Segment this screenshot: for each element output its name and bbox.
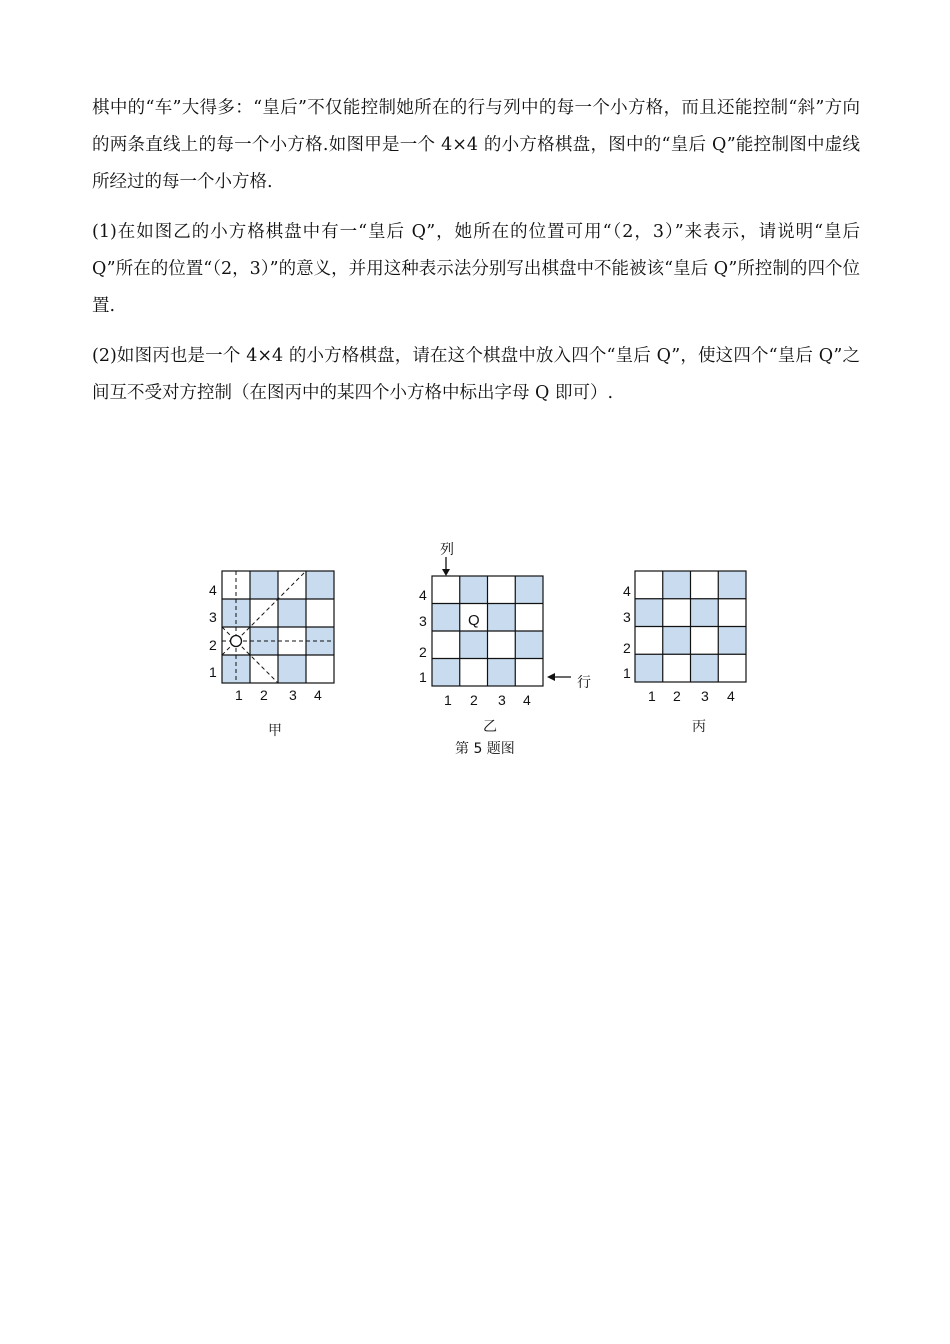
shaded-cell bbox=[278, 655, 306, 683]
paragraph-intro: 棋中的“车”大得多：“皇后”不仅能控制她所在的行与列中的每一个小方格，而且还能控制“斜”方向的两条直线上的每一个小方格.如图甲是一个 4×4 的小方格棋盘，图中的“皇后 Q”能控制图中虚线所经过的每一个小方格. bbox=[92, 98, 860, 192]
shaded-cell bbox=[718, 627, 746, 655]
col-label: 2 bbox=[470, 692, 478, 708]
queen-marker-icon bbox=[231, 636, 242, 647]
row-label: 2 bbox=[419, 644, 427, 660]
col-label: 1 bbox=[235, 687, 243, 703]
shaded-cell bbox=[460, 576, 488, 604]
paragraph-question-1: (1)在如图乙的小方格棋盘中有一“皇后 Q”，她所在的位置可用“（2，3）”来表示，请说明“皇后 Q”所在的位置“（2，3）”的意义，并用这种表示法分别写出棋盘中不能被该“皇后 Q”所控制的四个位置. bbox=[92, 222, 860, 316]
figure-caption-yi: 乙 bbox=[483, 719, 497, 735]
row-label: 3 bbox=[419, 613, 427, 629]
shaded-cell bbox=[306, 571, 334, 599]
shaded-cell bbox=[488, 659, 516, 687]
row-label: 4 bbox=[623, 583, 631, 599]
row-arrow-icon bbox=[547, 672, 571, 682]
col-label: 2 bbox=[260, 687, 268, 703]
shaded-cell bbox=[460, 631, 488, 659]
col-label: 4 bbox=[314, 687, 322, 703]
row-label: 3 bbox=[623, 609, 631, 625]
col-label: 3 bbox=[701, 688, 709, 704]
figure-caption-jia: 甲 bbox=[268, 723, 282, 739]
row-label: 1 bbox=[209, 664, 217, 680]
shaded-cell bbox=[515, 576, 543, 604]
row-label: 1 bbox=[419, 669, 427, 685]
row-label: 1 bbox=[623, 665, 631, 681]
col-label: 4 bbox=[523, 692, 531, 708]
board-yi bbox=[432, 576, 543, 686]
group-caption: 第 5 题图 bbox=[455, 741, 515, 757]
shaded-cell bbox=[663, 627, 691, 655]
row-label: 4 bbox=[419, 587, 427, 603]
shaded-cell bbox=[691, 654, 719, 682]
shaded-cell bbox=[488, 604, 516, 632]
shaded-cell bbox=[691, 599, 719, 627]
paragraph-question-2: (2)如图丙也是一个 4×4 的小方格棋盘，请在这个棋盘中放入四个“皇后 Q”，使这四个“皇后 Q”之间互不受对方控制（在图丙中的某四个小方格中标出字母 Q 即可）. bbox=[92, 346, 860, 403]
shaded-cell bbox=[718, 571, 746, 599]
row-arrow-label: 行 bbox=[577, 675, 591, 691]
queen-label: Q bbox=[468, 612, 480, 629]
shaded-cell bbox=[432, 604, 460, 632]
shaded-cell bbox=[278, 599, 306, 627]
shaded-cell bbox=[663, 571, 691, 599]
col-label: 4 bbox=[727, 688, 735, 704]
column-arrow-label: 列 bbox=[440, 542, 454, 558]
row-label: 2 bbox=[209, 637, 217, 653]
col-label: 1 bbox=[444, 692, 452, 708]
shaded-cell bbox=[635, 654, 663, 682]
board-jia bbox=[222, 571, 334, 683]
board-bing bbox=[635, 571, 746, 682]
col-label: 3 bbox=[289, 687, 297, 703]
row-label: 2 bbox=[623, 640, 631, 656]
column-arrow-icon bbox=[440, 557, 452, 577]
shaded-cell bbox=[515, 631, 543, 659]
shaded-cell bbox=[635, 599, 663, 627]
row-label: 3 bbox=[209, 609, 217, 625]
col-label: 3 bbox=[498, 692, 506, 708]
row-label: 4 bbox=[209, 582, 217, 598]
col-label: 1 bbox=[648, 688, 656, 704]
figure-caption-bing: 丙 bbox=[692, 719, 706, 735]
shaded-cell bbox=[432, 659, 460, 687]
shaded-cell bbox=[250, 571, 278, 599]
col-label: 2 bbox=[673, 688, 681, 704]
